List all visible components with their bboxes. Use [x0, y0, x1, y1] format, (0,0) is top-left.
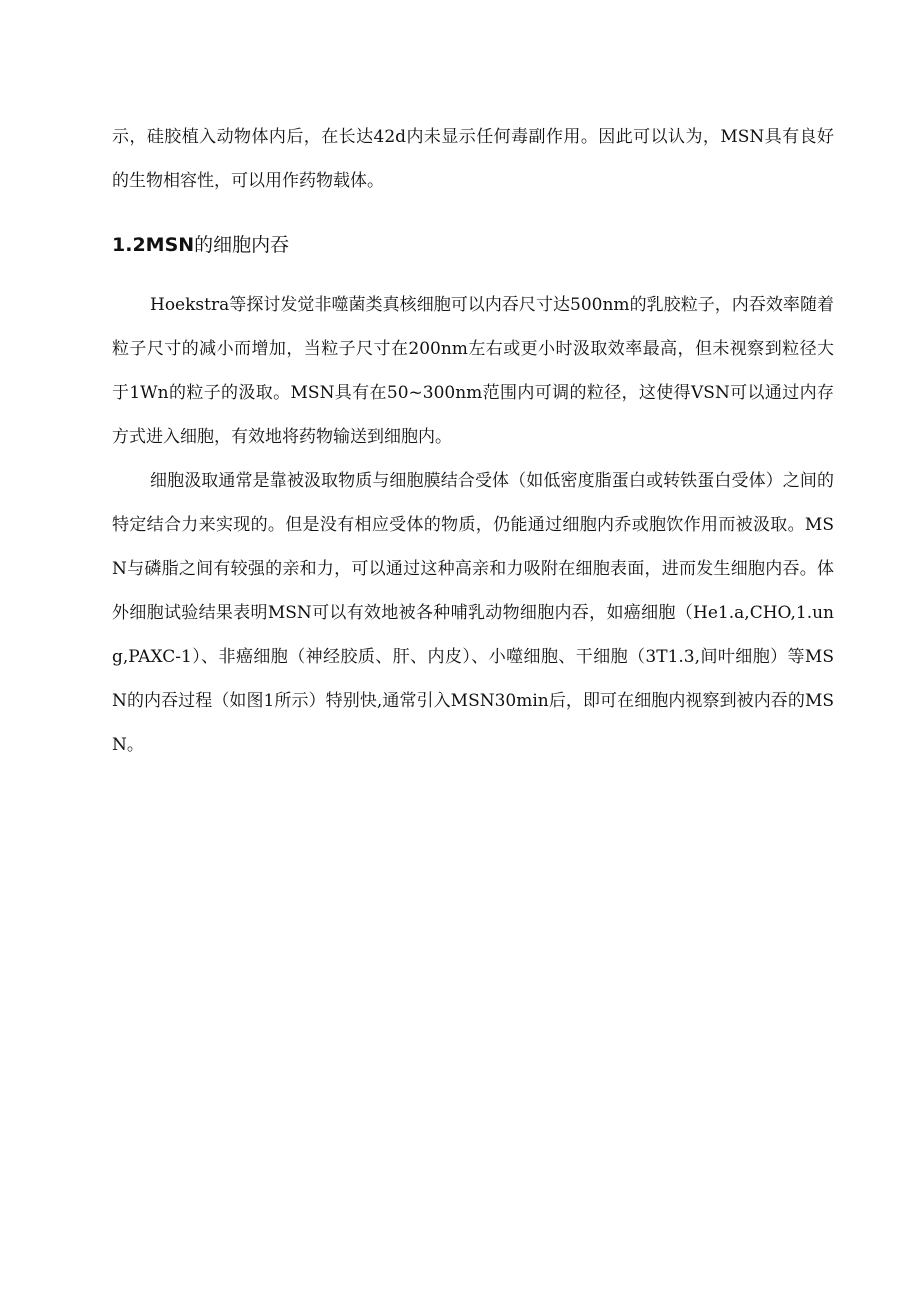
paragraph-cell-uptake: 细胞汲取通常是靠被汲取物质与细胞膜结合受体（如低密度脂蛋白或转铁蛋白受体）之间的特定结合力来实现的。但是没有相应受体的物质，仍能通过细胞内乔或胞饮作用而被汲取。MSN与磷脂之间有较强的亲和力，可以通过这种高亲和力吸附在细胞表面，进而发生细胞内吞。体外细胞试验结果表明MSN可以有效地被各种哺乳动物细胞内吞，如癌细胞（He1.a,CHO,1.ung,PAXC-1）、非癌细胞（神经胶质、肝、内皮）、小噬细胞、干细胞（3T1.3,间叶细胞）等MSN的内吞过程（如图1所示）特别快,通常引入MSN30min后，即可在细胞内视察到被内吞的MSN。 [112, 471, 834, 755]
section-heading [112, 229, 834, 261]
paragraph-hoekstra: Hoekstra等探讨发觉非噬菌类真核细胞可以内吞尺寸达500nm的乳胶粒子，内吞效率随着粒子尺寸的减小而增加，当粒子尺寸在200nm左右或更小时汲取效率最高，但未视察到粒径大于1Wn的粒子的汲取。MSN具有在50~300nm范围内可调的粒径，这使得VSN可以通过内存方式进入细胞，有效地将药物输送到细胞内。 [112, 295, 834, 447]
document-body [112, 115, 834, 767]
section-number: 1.2MSN [112, 234, 195, 256]
section-title: 的细胞内吞 [194, 234, 290, 256]
intro-paragraph: 示，硅胶植入动物体内后，在长达42d内未显示任何毒副作用。因此可以认为，MSN具有良好的生物相容性，可以用作药物载体。 [112, 127, 834, 191]
